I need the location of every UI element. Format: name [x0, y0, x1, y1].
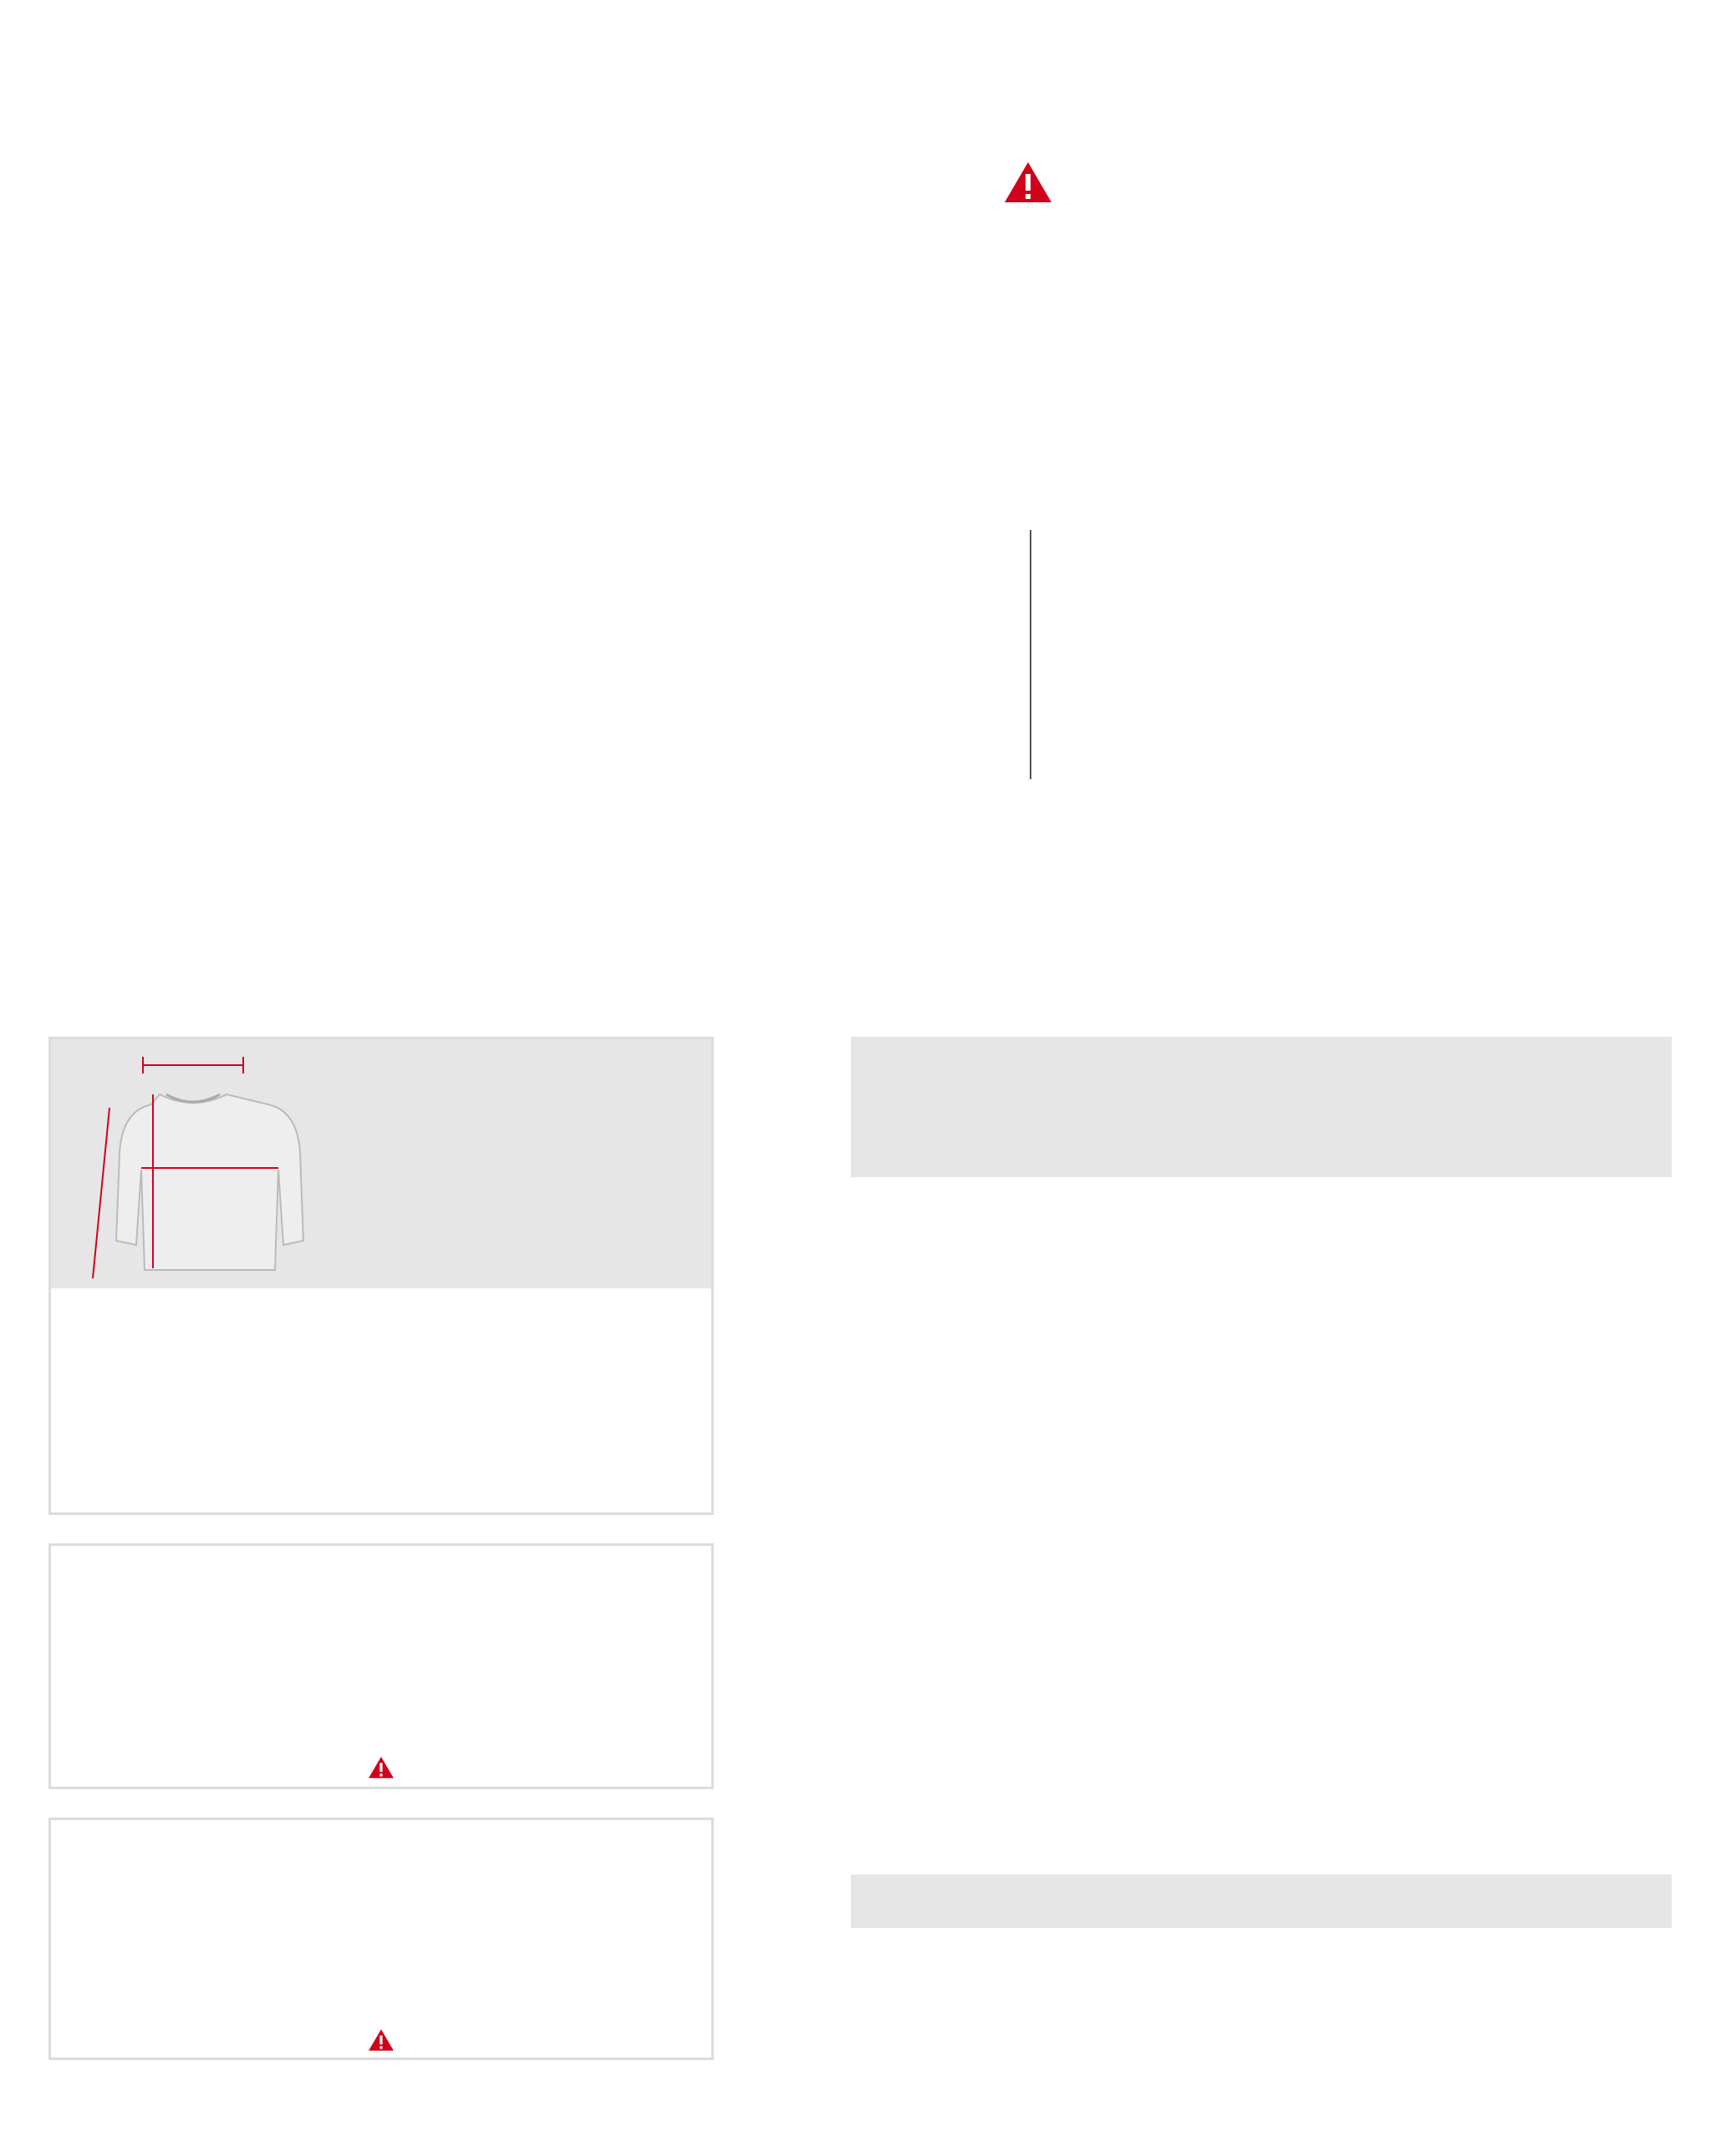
warning-icon	[368, 1756, 395, 1779]
kids-limited-note	[51, 1752, 711, 1783]
women-limited-note	[51, 2024, 711, 2056]
warning-icon	[368, 2028, 395, 2052]
warning-icon	[1003, 161, 1053, 204]
price-note	[851, 1874, 1672, 1928]
adult-size-table	[48, 1037, 714, 1515]
kids-size-table	[48, 1543, 714, 1789]
divider-line	[1030, 530, 1031, 779]
women-size-table	[48, 1818, 714, 2060]
sweatshirt-diagram-icon	[59, 1044, 344, 1287]
notes-panel	[851, 1037, 1672, 1177]
measure-panel	[51, 1039, 711, 1288]
